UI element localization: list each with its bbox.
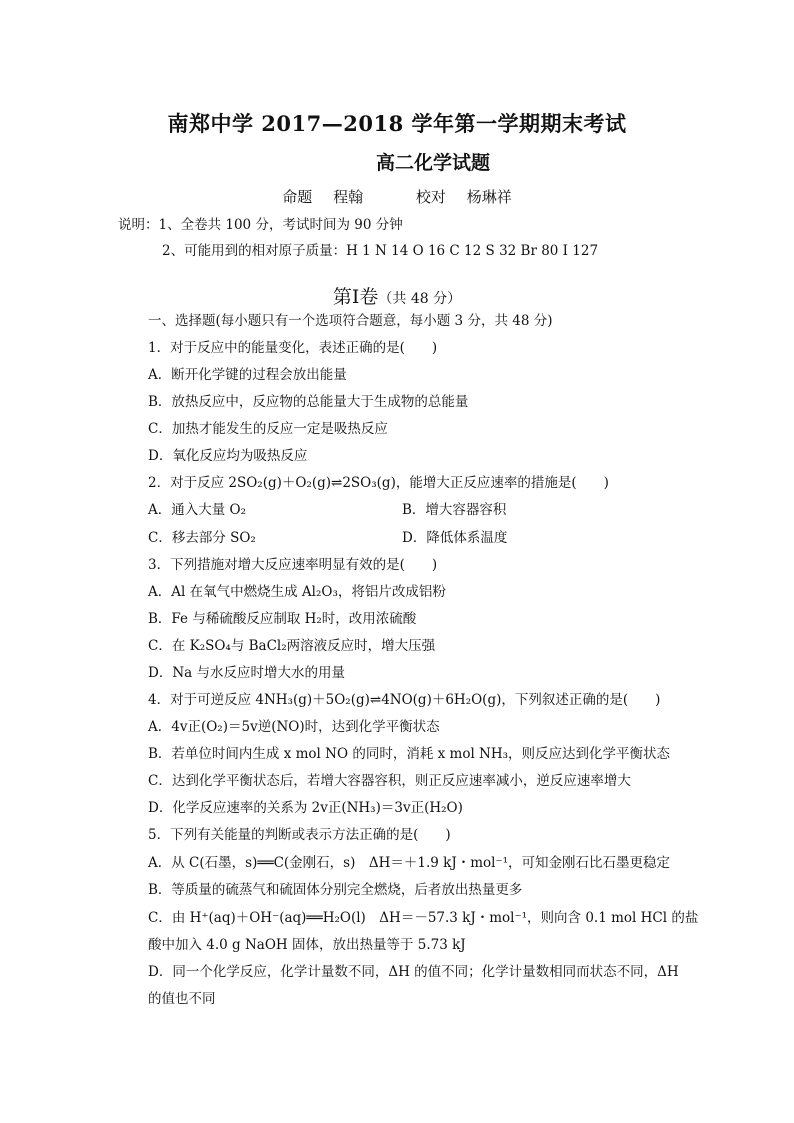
author-role-setter: 命题 — [282, 188, 313, 206]
section-heading — [0, 282, 794, 309]
q3-option-a: A．Al 在氧气中燃烧生成 Al₂O₃，将铝片改成铝粉 — [148, 584, 446, 600]
q2-option-c: C．移去部分 SO₂ — [148, 530, 256, 546]
author-name-setter: 程翰 — [333, 188, 364, 206]
q2-option-d: D．降低体系温度 — [402, 530, 508, 546]
q5-option-c-cont: 酸中加入 4.0 g NaOH 固体，放出热量等于 5.73 kJ — [148, 937, 466, 953]
question-5: 5．下列有关能量的判断或表示方法正确的是( ) — [148, 827, 451, 843]
q4-option-d: D．化学反应速率的关系为 2v正(NH₃)＝3v正(H₂O) — [148, 800, 463, 816]
q3-option-b: B．Fe 与稀硫酸反应制取 H₂时，改用浓硫酸 — [148, 611, 417, 627]
section-note: （共 48 分） — [378, 291, 462, 307]
q4-option-b: B．若单位时间内生成 x mol NO 的同时，消耗 x mol NH₃，则反应达到化学平衡状态 — [148, 746, 671, 762]
q5-option-d: D．同一个化学反应，化学计量数不同，ΔH 的值不同；化学计量数相同而状态不同，ΔH — [148, 964, 679, 980]
q4-option-a: A．4v正(O₂)＝5v逆(NO)时，达到化学平衡状态 — [148, 719, 440, 735]
author-line — [0, 186, 794, 207]
question-1: 1．对于反应中的能量变化，表述正确的是( ) — [148, 340, 438, 356]
question-3: 3．下列措施对增大反应速率明显有效的是( ) — [148, 557, 438, 573]
q2-option-a: A．通入大量 O₂ — [148, 502, 247, 518]
q1-option-c: C．加热才能发生的反应一定是吸热反应 — [148, 421, 388, 437]
q3-option-c: C．在 K₂SO₄与 BaCl₂两溶液反应时，增大压强 — [148, 638, 436, 654]
question-2: 2．对于反应 2SO₂(g)＋O₂(g)⇌2SO₃(g)，能增大正反应速率的措施是( ) — [148, 475, 609, 491]
exam-title: 南郑中学 2017—2018 学年第一学期期末考试 — [167, 111, 627, 136]
note-line-2: 2、可能用到的相对原子质量：H 1 N 14 O 16 C 12 S 32 Br 80 I 127 — [162, 243, 599, 259]
q1-option-d: D．氧化反应均为吸热反应 — [148, 448, 308, 464]
q5-option-c: C．由 H⁺(aq)＋OH⁻(aq)══H₂O(l) ΔH＝－57.3 kJ・mol⁻¹，则向含 0.1 mol HCl 的盐 — [148, 910, 699, 926]
question-4: 4．对于可逆反应 4NH₃(g)＋5O₂(g)⇌4NO(g)＋6H₂O(g)，下列叙述正确的是( ) — [148, 692, 661, 708]
author-role-checker: 校对 — [415, 188, 446, 206]
q1-option-a: A．断开化学键的过程会放出能量 — [148, 367, 347, 383]
author-name-checker: 杨琳祥 — [466, 188, 512, 206]
q5-option-d-cont: 的值也不同 — [148, 991, 216, 1007]
exam-subtitle: 高二化学试题 — [376, 152, 491, 174]
q4-option-c: C．达到化学平衡状态后，若增大容器容积，则正反应速率减小，逆反应速率增大 — [148, 773, 631, 789]
q3-option-d: D．Na 与水反应时增大水的用量 — [148, 665, 345, 681]
section-title: 第Ⅰ卷 — [332, 286, 379, 308]
part-heading: 一、选择题(每小题只有一个选项符合题意，每小题 3 分，共 48 分) — [148, 313, 553, 329]
q1-option-b: B．放热反应中，反应物的总能量大于生成物的总能量 — [148, 394, 469, 410]
note-line-1: 说明：1、全卷共 100 分，考试时间为 90 分钟 — [118, 217, 403, 233]
q5-option-b: B．等质量的硫蒸气和硫固体分别完全燃烧，后者放出热量更多 — [148, 882, 523, 898]
q2-option-b: B．增大容器容积 — [402, 502, 507, 518]
q5-option-a: A．从 C(石墨，s)══C(金刚石，s) ΔH＝＋1.9 kJ・mol⁻¹，可知金刚石比石墨更稳定 — [148, 855, 671, 871]
